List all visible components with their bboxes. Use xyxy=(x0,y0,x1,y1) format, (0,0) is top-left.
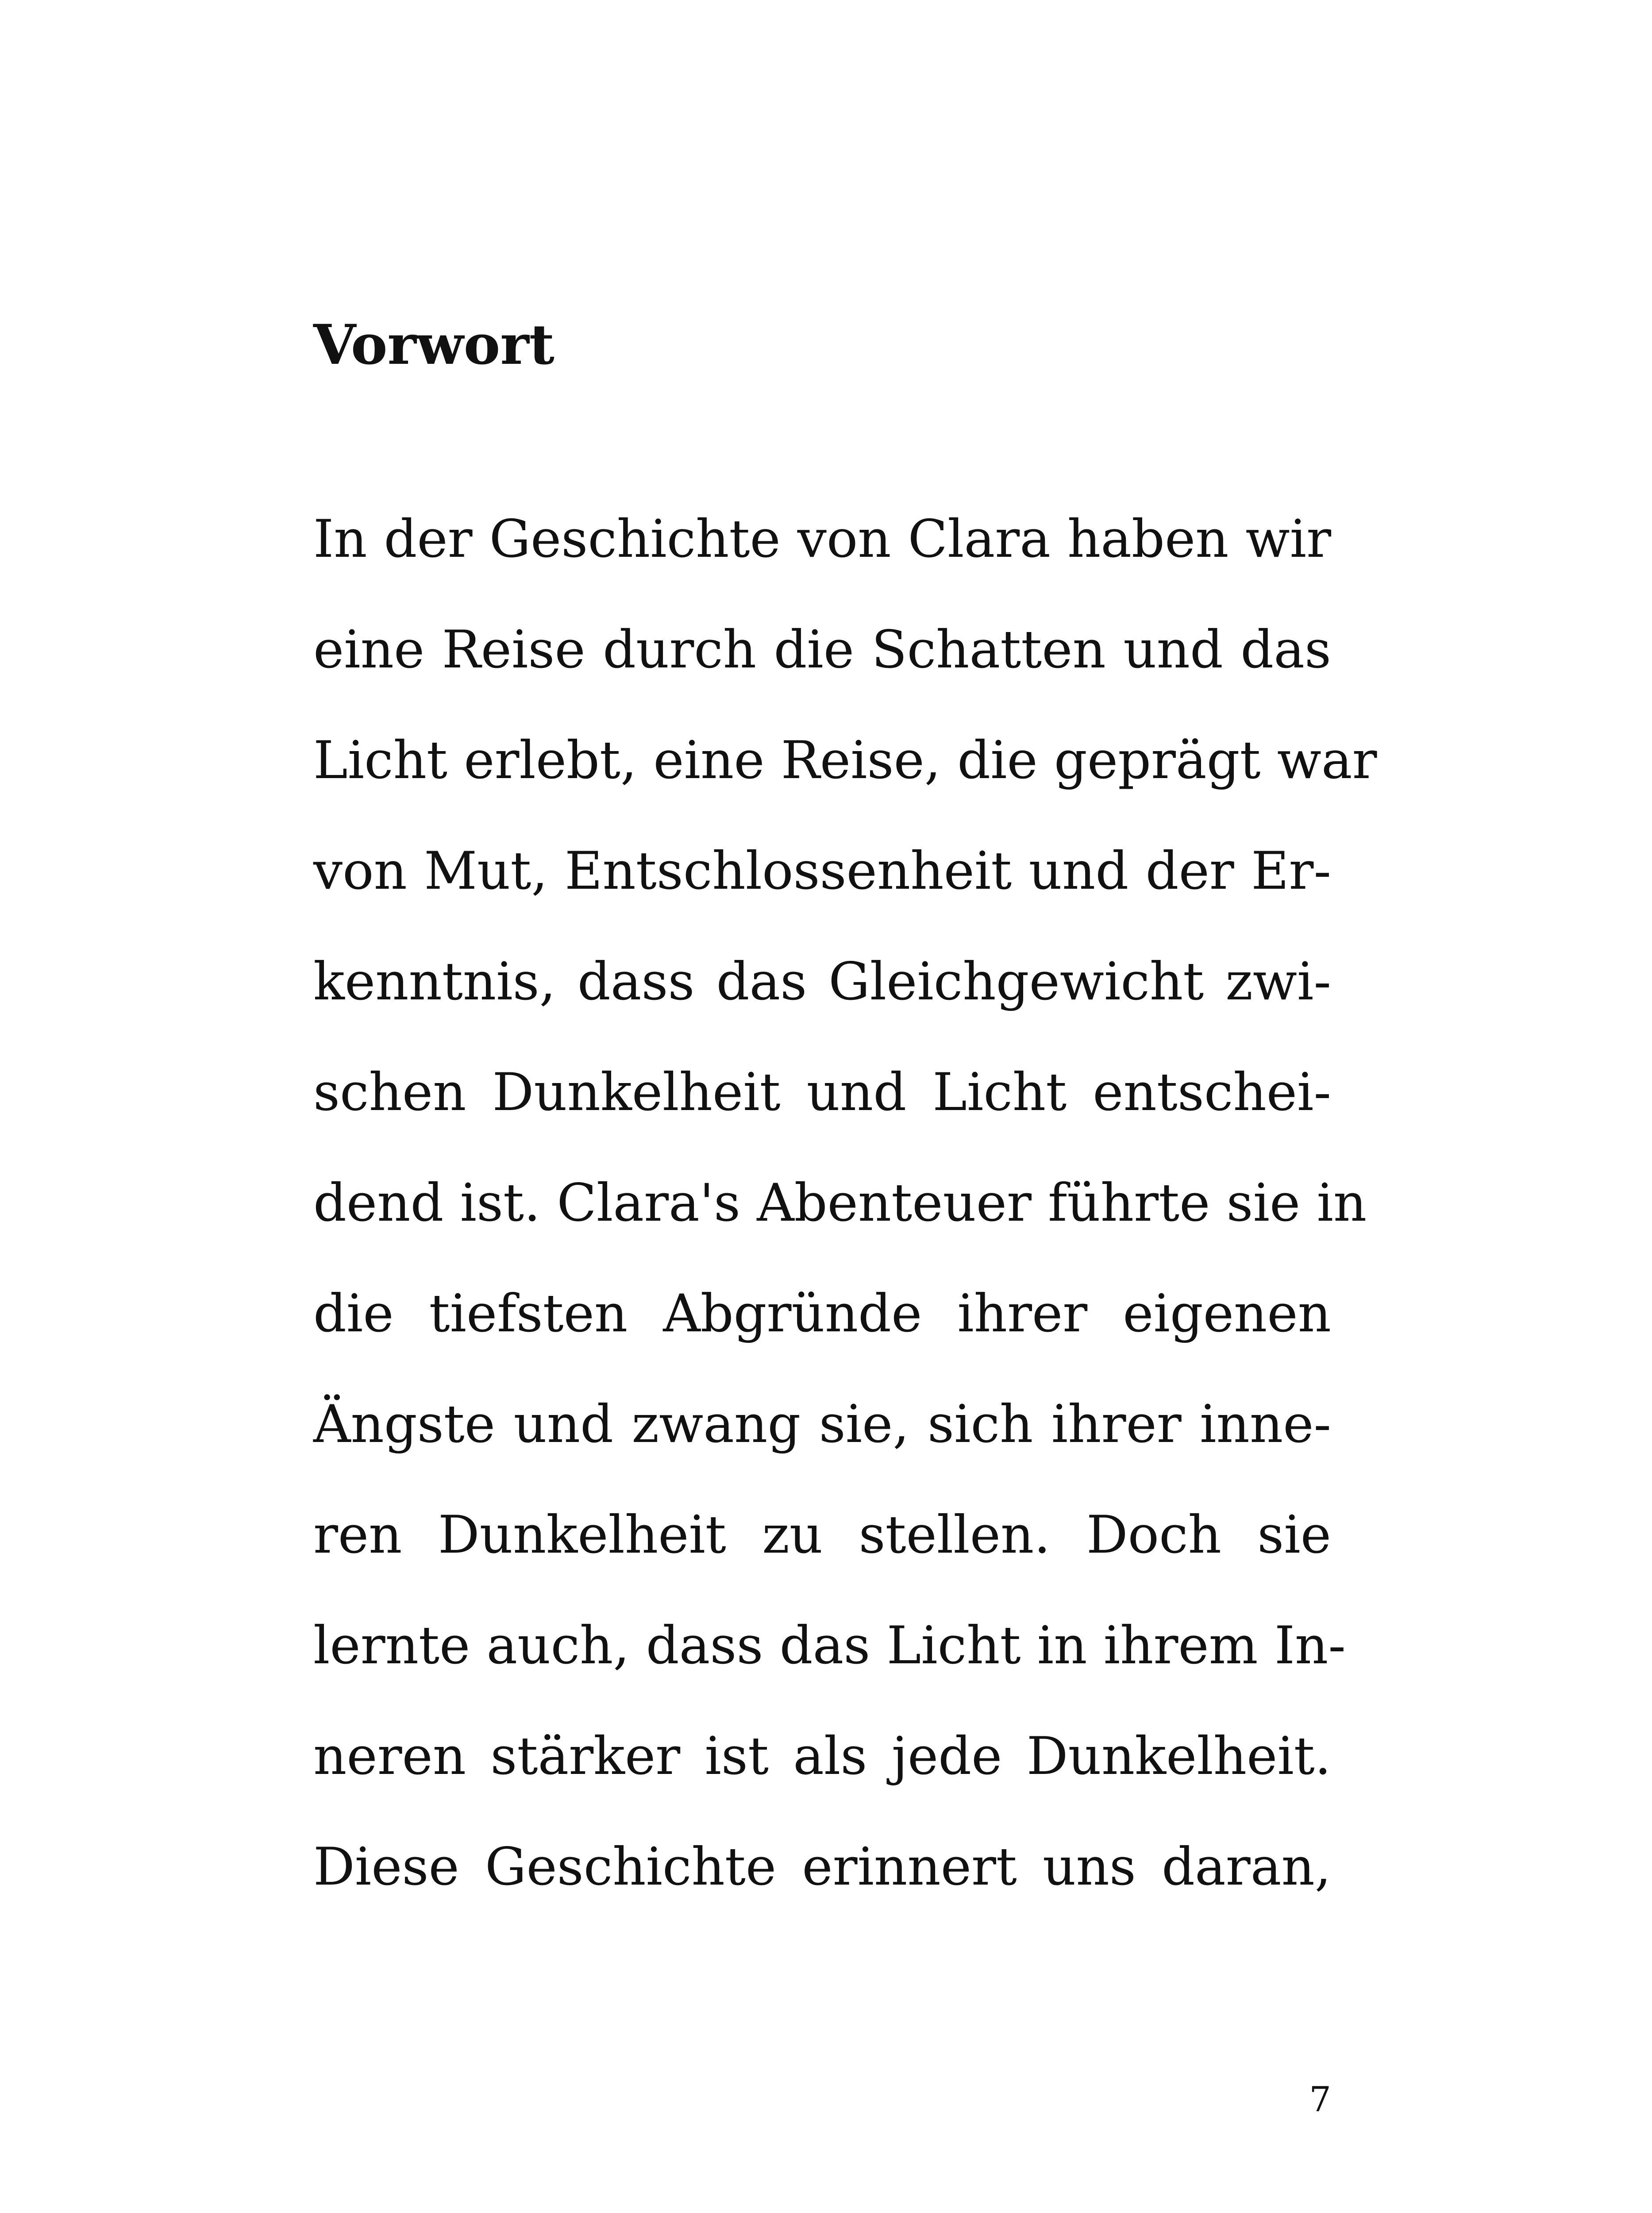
text-line: Ängste und zwang sie, sich ihrer inne- xyxy=(313,1394,1331,1454)
text-line: neren stärker ist als jede Dunkelheit. xyxy=(313,1726,1331,1786)
text-line: kenntnis, dass das Gleichgewicht zwi- xyxy=(313,951,1331,1012)
chapter-heading: Vorwort xyxy=(313,313,555,377)
text-line: lernte auch, dass das Licht in ihrem In- xyxy=(313,1615,1346,1676)
text-line: schen Dunkelheit und Licht entschei- xyxy=(313,1062,1331,1122)
page-number: 7 xyxy=(1309,2080,1331,2120)
text-line: dend ist. Clara's Abenteuer führte sie in xyxy=(313,1172,1367,1233)
text-line: von Mut, Entschlossenheit und der Er- xyxy=(313,840,1331,901)
text-line: Licht erlebt, eine Reise, die geprägt war xyxy=(313,730,1377,790)
body-paragraph xyxy=(313,503,1377,1941)
text-line: ren Dunkelheit zu stellen. Doch sie xyxy=(313,1504,1331,1565)
text-line: Diese Geschichte erinnert uns daran, xyxy=(313,1836,1331,1897)
text-line: die tiefsten Abgründe ihrer eigenen xyxy=(313,1283,1331,1344)
text-line: eine Reise durch die Schatten und das xyxy=(313,619,1331,680)
text-line: In der Geschichte von Clara haben wir xyxy=(313,509,1331,569)
